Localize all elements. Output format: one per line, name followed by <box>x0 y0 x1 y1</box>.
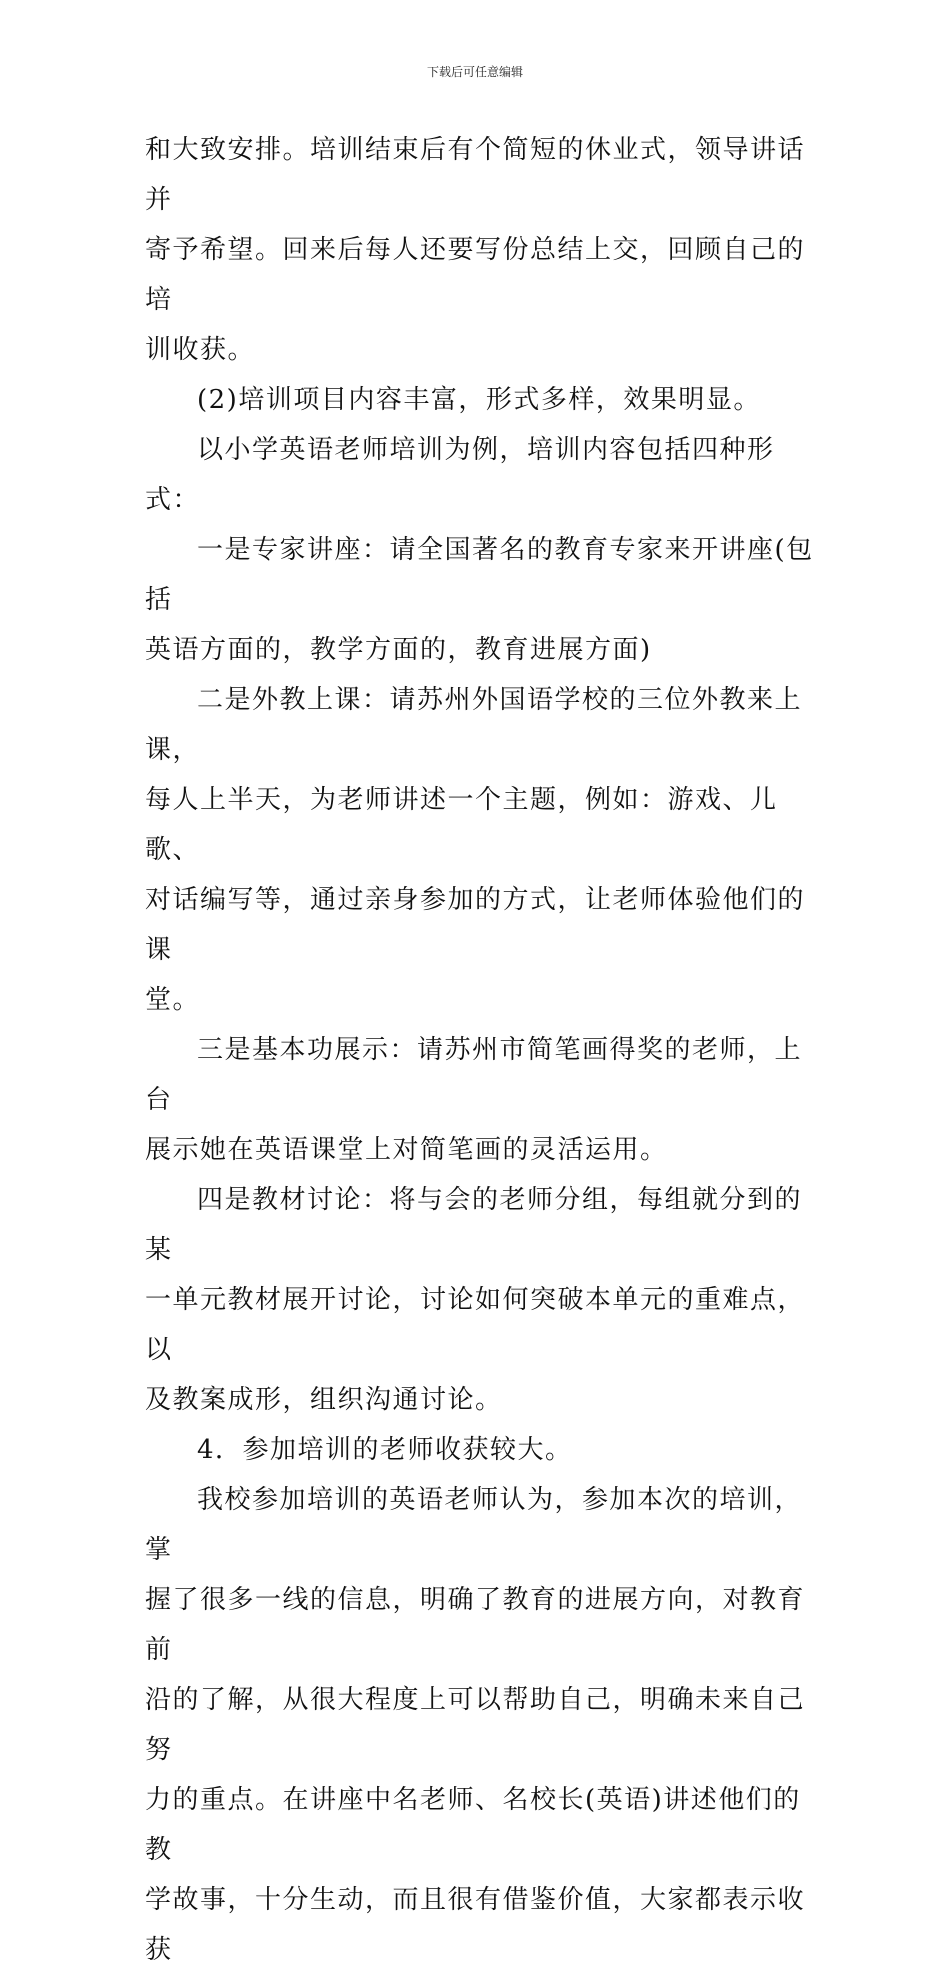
text-line: 英语方面的，教学方面的，教育进展方面) <box>145 635 652 665</box>
text-line: 二是外教上课：请苏州外国语学校的三位外教来上课， <box>145 685 803 765</box>
text-line: 寄予希望。回来后每人还要写份总结上交，回顾自己的培 <box>145 235 806 315</box>
text-line: 每人上半天，为老师讲述一个主题，例如：游戏、儿歌、 <box>145 785 778 865</box>
text-line: 4．参加培训的老师收获较大。 <box>197 1435 573 1465</box>
text-line: 力的重点。在讲座中名老师、名校长(英语)讲述他们的教 <box>145 1785 801 1865</box>
text-line: 沿的了解，从很大程度上可以帮助自己，明确未来自己努 <box>145 1685 806 1765</box>
text-line: 四是教材讨论：将与会的老师分组，每组就分到的某 <box>145 1185 803 1265</box>
page-header: 下载后可任意编辑 <box>426 65 523 79</box>
text-line: 学故事，十分生动，而且很有借鉴价值，大家都表示收获 <box>145 1885 806 1965</box>
text-line: (2)培训项目内容丰富，形式多样，效果明显。 <box>197 385 761 415</box>
text-line: 一是专家讲座：请全国著名的教育专家来开讲座(包括 <box>145 535 814 615</box>
text-line: 训收获。 <box>145 335 256 365</box>
text-line: 堂。 <box>145 985 201 1015</box>
text-line: 展示她在英语课堂上对简笔画的灵活运用。 <box>145 1135 668 1165</box>
text-line: 三是基本功展示：请苏州市简笔画得奖的老师，上台 <box>145 1035 803 1115</box>
text-line: 以小学英语老师培训为例，培训内容包括四种形式： <box>145 435 775 515</box>
text-line: 对话编写等，通过亲身参加的方式，让老师体验他们的课 <box>145 885 806 965</box>
text-line: 一单元教材展开讨论，讨论如何突破本单元的重难点，以 <box>145 1285 806 1365</box>
text-line: 及教案成形，组织沟通讨论。 <box>145 1385 503 1415</box>
text-line: 握了很多一线的信息，明确了教育的进展方向，对教育前 <box>145 1585 806 1665</box>
body-text <box>145 125 815 1975</box>
text-line: 我校参加培训的英语老师认为，参加本次的培训，掌 <box>145 1485 803 1565</box>
text-line: 和大致安排。培训结束后有个简短的休业式，领导讲话并 <box>145 135 806 215</box>
